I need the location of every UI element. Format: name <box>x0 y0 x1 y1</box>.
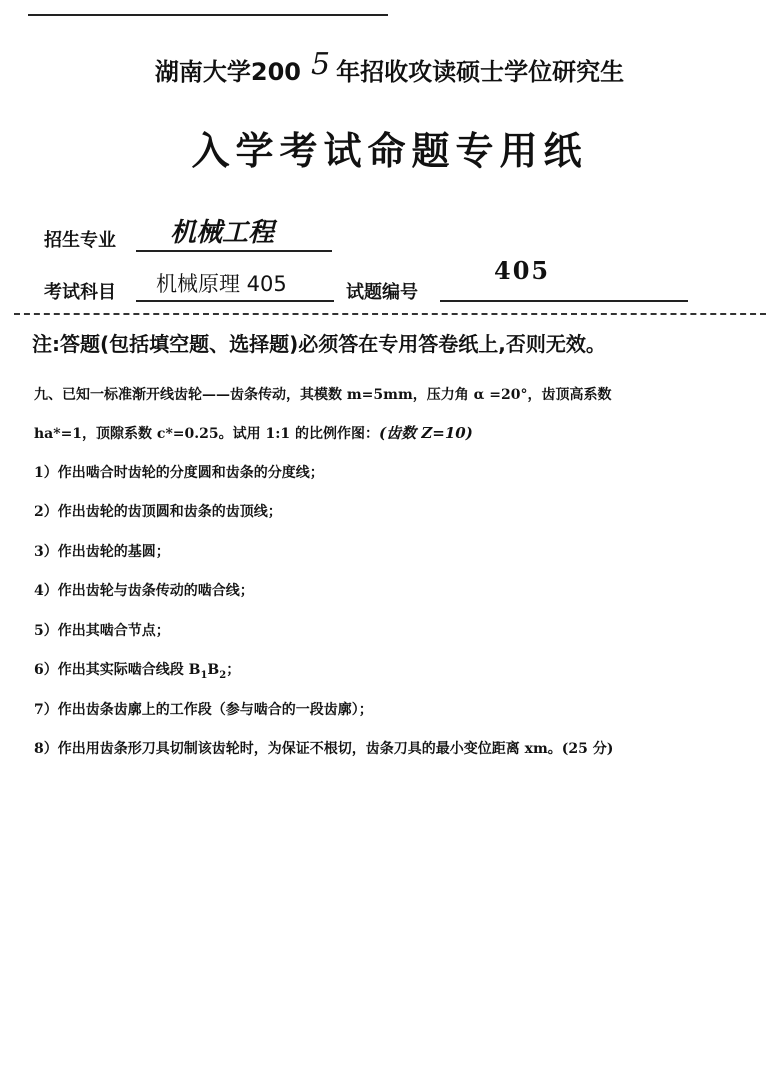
major-value: 机械工程 <box>170 218 275 248</box>
list-item: 2）作出齿轮的齿顶圆和齿条的齿顶线； <box>34 504 282 520</box>
item6-mid: B <box>207 662 220 678</box>
question-intro-note: (齿数 Z=10) <box>379 424 473 442</box>
code-underline <box>440 270 688 302</box>
subject-value: 机械原理 405 <box>156 272 287 296</box>
list-item: 4）作出齿轮与齿条传动的啮合线； <box>34 583 254 599</box>
notice: 注:答题(包括填空题、选择题)必须答在专用答卷纸上,否则无效。 <box>32 332 606 356</box>
question-intro-line1: 九、已知一标准渐开线齿轮——齿条传动，其模数 m=5mm，压力角 α =20°，齿顶高系数 <box>34 387 612 403</box>
question-intro-line2-text: ha*=1，顶隙系数 c*=0.25。试用 1:1 的比例作图： <box>34 426 379 442</box>
code-label: 试题编号 <box>346 282 418 303</box>
item6-sub1: 1 <box>200 669 208 681</box>
header-line1-prefix: 湖南大学200 <box>154 58 301 86</box>
header-line2: 入学考试命题专用纸 <box>191 129 588 173</box>
header-line1-suffix: 年招收攻读硕士学位研究生 <box>336 58 625 86</box>
header-line1 <box>0 47 779 88</box>
item6-text: 6）作出其实际啮合线段 B <box>34 662 201 678</box>
header-year-handwritten: 5 <box>311 47 331 82</box>
question-intro-line2 <box>34 422 473 443</box>
top-rule <box>28 14 388 16</box>
item6-end: ； <box>226 662 241 678</box>
list-item: 7）作出齿条齿廓上的工作段（参与啮合的一段齿廓）； <box>34 702 373 718</box>
list-item: 3）作出齿轮的基圆； <box>34 544 170 560</box>
code-value: 405 <box>494 256 551 285</box>
list-item: 8）作出用齿条形刀具切制该齿轮时，为保证不根切，齿条刀具的最小变位距离 xm。(25 分) <box>34 741 614 757</box>
list-item: 5）作出其啮合节点； <box>34 623 170 639</box>
list-item <box>34 659 240 681</box>
list-item: 1）作出啮合时齿轮的分度圆和齿条的分度线； <box>34 465 324 481</box>
subject-label: 考试科目 <box>44 282 116 303</box>
major-label: 招生专业 <box>44 230 116 251</box>
dashed-divider <box>14 313 766 315</box>
item6-sub2: 2 <box>219 669 227 681</box>
